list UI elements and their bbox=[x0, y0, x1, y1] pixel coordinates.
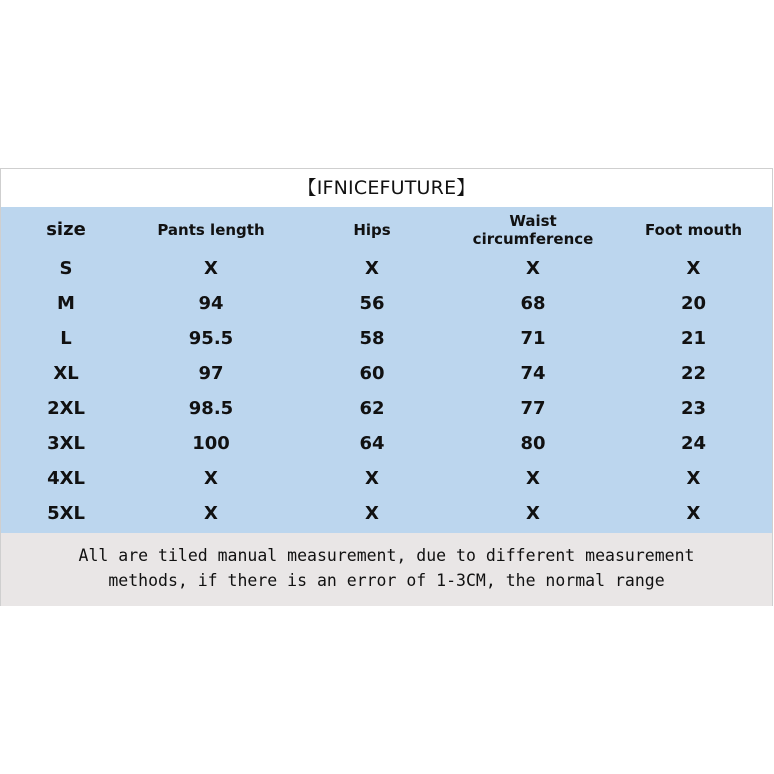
cell-foot-mouth: 24 bbox=[680, 433, 707, 454]
size-table bbox=[1, 208, 774, 531]
column-header-pants-length: Pants length bbox=[157, 220, 265, 239]
cell-waist: X bbox=[526, 258, 540, 279]
cell-pants-length: X bbox=[204, 468, 218, 489]
cell-waist: X bbox=[526, 503, 540, 524]
cell-pants-length: 97 bbox=[198, 363, 224, 384]
cell-waist: 71 bbox=[520, 328, 546, 349]
cell-size: M bbox=[57, 293, 75, 314]
cell-hips: X bbox=[365, 503, 379, 524]
cell-foot-mouth: 23 bbox=[680, 398, 707, 419]
cell-hips: 62 bbox=[359, 398, 385, 419]
brand-title: 【IFNICEFUTURE】 bbox=[297, 177, 476, 199]
cell-hips: X bbox=[365, 258, 379, 279]
column-header-foot-mouth: Foot mouth bbox=[644, 220, 743, 239]
column-header-hips: Hips bbox=[353, 220, 391, 239]
table-row bbox=[1, 391, 774, 426]
cell-pants-length: X bbox=[204, 503, 218, 524]
measurement-note bbox=[1, 533, 772, 606]
table-row bbox=[1, 426, 774, 461]
table-row bbox=[1, 251, 774, 286]
cell-hips: 64 bbox=[359, 433, 385, 454]
cell-foot-mouth: X bbox=[686, 468, 701, 489]
table-row bbox=[1, 461, 774, 496]
note-line-2: methods, if there is an error of 1-3CM, the normal range bbox=[108, 571, 665, 590]
size-table-panel bbox=[1, 207, 772, 533]
cell-size: L bbox=[60, 328, 72, 349]
cell-waist: 80 bbox=[520, 433, 546, 454]
cell-size: 5XL bbox=[47, 503, 85, 524]
cell-size: 4XL bbox=[47, 468, 85, 489]
cell-hips: 60 bbox=[359, 363, 385, 384]
cell-waist: 68 bbox=[520, 293, 546, 314]
cell-pants-length: 95.5 bbox=[188, 328, 234, 349]
cell-size: S bbox=[59, 258, 73, 279]
cell-hips: 58 bbox=[359, 328, 385, 349]
cell-pants-length: 100 bbox=[192, 433, 230, 454]
column-header-size: size bbox=[46, 219, 86, 240]
cell-foot-mouth: 21 bbox=[680, 328, 707, 349]
cell-foot-mouth: X bbox=[686, 258, 701, 279]
cell-foot-mouth: 22 bbox=[680, 363, 707, 384]
cell-foot-mouth: 20 bbox=[680, 293, 707, 314]
cell-hips: X bbox=[365, 468, 379, 489]
table-row bbox=[1, 356, 774, 391]
cell-size: 2XL bbox=[47, 398, 85, 419]
cell-size: 3XL bbox=[47, 433, 85, 454]
cell-size: XL bbox=[53, 363, 79, 384]
size-chart bbox=[0, 168, 773, 606]
table-row bbox=[1, 496, 774, 531]
cell-pants-length: X bbox=[204, 258, 218, 279]
cell-foot-mouth: X bbox=[686, 503, 701, 524]
note-line-1: All are tiled manual measurement, due to different measurement bbox=[78, 546, 695, 565]
cell-pants-length: 98.5 bbox=[188, 398, 234, 419]
header-row bbox=[1, 208, 774, 251]
table-row bbox=[1, 286, 774, 321]
column-header-waist: Waist circumference bbox=[472, 211, 594, 248]
cell-waist: 77 bbox=[520, 398, 546, 419]
cell-hips: 56 bbox=[359, 293, 385, 314]
cell-waist: 74 bbox=[520, 363, 546, 384]
cell-waist: X bbox=[526, 468, 540, 489]
cell-pants-length: 94 bbox=[198, 293, 224, 314]
table-row bbox=[1, 321, 774, 356]
